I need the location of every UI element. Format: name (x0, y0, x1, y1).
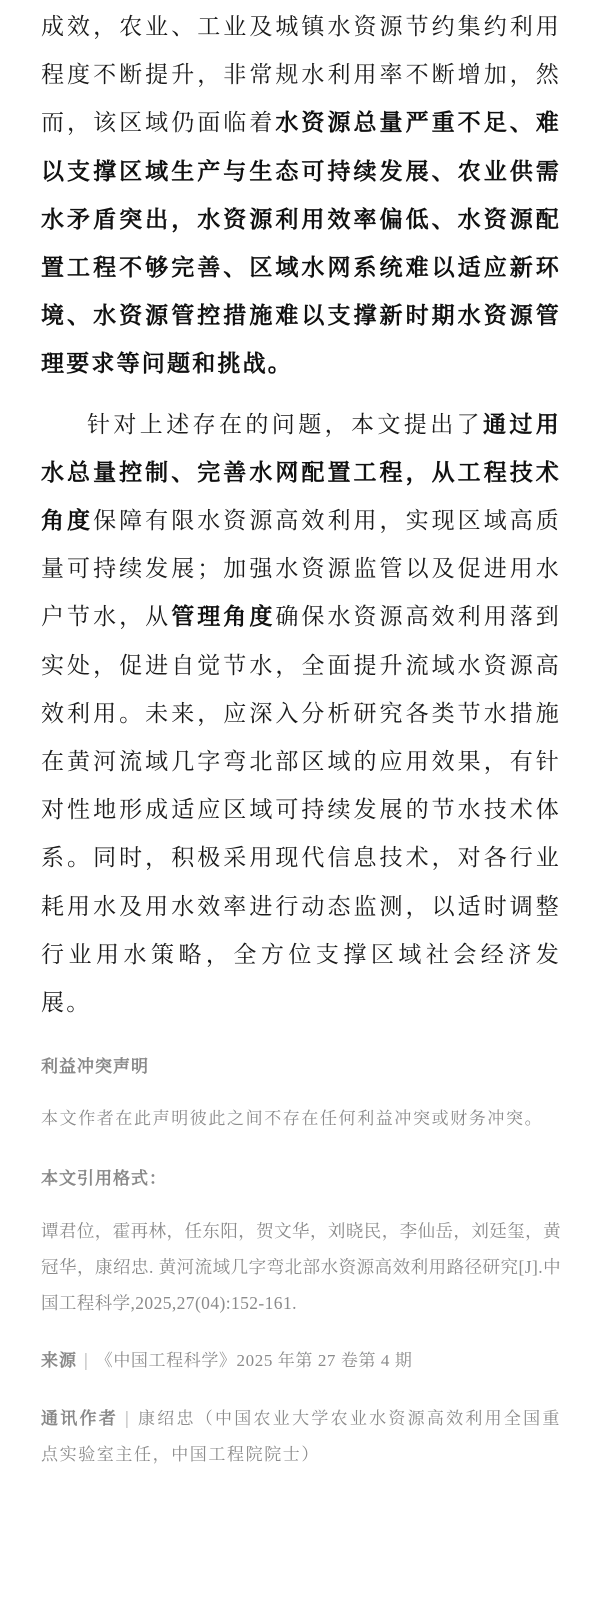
source-line (41, 1343, 561, 1379)
citation-heading: 本文引用格式： (41, 1169, 167, 1190)
source-separator: | (83, 1351, 90, 1372)
author-label: 通讯作者 (41, 1409, 119, 1430)
paragraph-2-bold-management: 管理角度 (171, 604, 276, 631)
source-value: 《中国工程科学》2025 年第 27 卷第 4 期 (95, 1351, 413, 1371)
citation-reference: 谭君位，霍再林，任东阳，贺文华，刘晓民，李仙岳，刘廷玺，黄冠华，康绍忠. 黄河流域几字弯北部水资源高效利用路径研究[J].中国工程科学,2025,27(04):152-161. (41, 1221, 561, 1314)
paragraph-2-bold-engineering: 通过用水总量控制、完善水网配置工程，从工程技术角度 (41, 411, 561, 535)
article-body (41, 0, 561, 1473)
paragraph-1-bold-problems: 水资源总量严重不足、难以支撑区域生产与生态可持续发展、农业供需水矛盾突出，水资源利用效率偏低、水资源配置工程不够完善、区域水网系统难以适应新环境、水资源管控措施难以支撑新时期水资源管理要求等问题和挑战。 (41, 110, 561, 378)
paragraph-1-text: 成效，农业、工业及城镇水资源节约集约利用程度不断提升，非常规水利用率不断增加，然而，该区域仍面临着 (41, 14, 561, 137)
author-value: 康绍忠（中国农业大学农业水资源高效利用全国重点实验室主任，中国工程院院士） (41, 1409, 561, 1466)
conflict-heading: 利益冲突声明 (41, 1057, 149, 1078)
body-paragraph-2 (41, 401, 561, 1028)
paragraph-2-middle: 保障有限水资源高效利用，实现区域高质量可持续发展；加强水资源监管以及促进用水户节水，从 (41, 508, 561, 631)
paragraph-2-intro: 针对上述存在的问题，本文提出了 (87, 411, 483, 438)
body-paragraph-1 (41, 3, 561, 389)
conflict-statement: 本文作者在此声明彼此之间不存在任何利益冲突或财务冲突。 (41, 1109, 544, 1130)
author-separator: | (124, 1409, 132, 1430)
paragraph-2-conclusion: 确保水资源高效利用落到实处，促进自觉节水，全面提升流域水资源高效利用。未来，应深入分析研究各类节水措施在黄河流域几字弯北部区域的应用效果，有针对性地形成适应区域可持续发展的节水技术体系。同时，积极采用现代信息技术，对各行业耗用水及用水效率进行动态监测，以适时调整行业用水策略，全方位支撑区域社会经济发展。 (41, 604, 562, 1017)
source-label: 来源 (41, 1351, 77, 1372)
author-line (41, 1401, 561, 1473)
